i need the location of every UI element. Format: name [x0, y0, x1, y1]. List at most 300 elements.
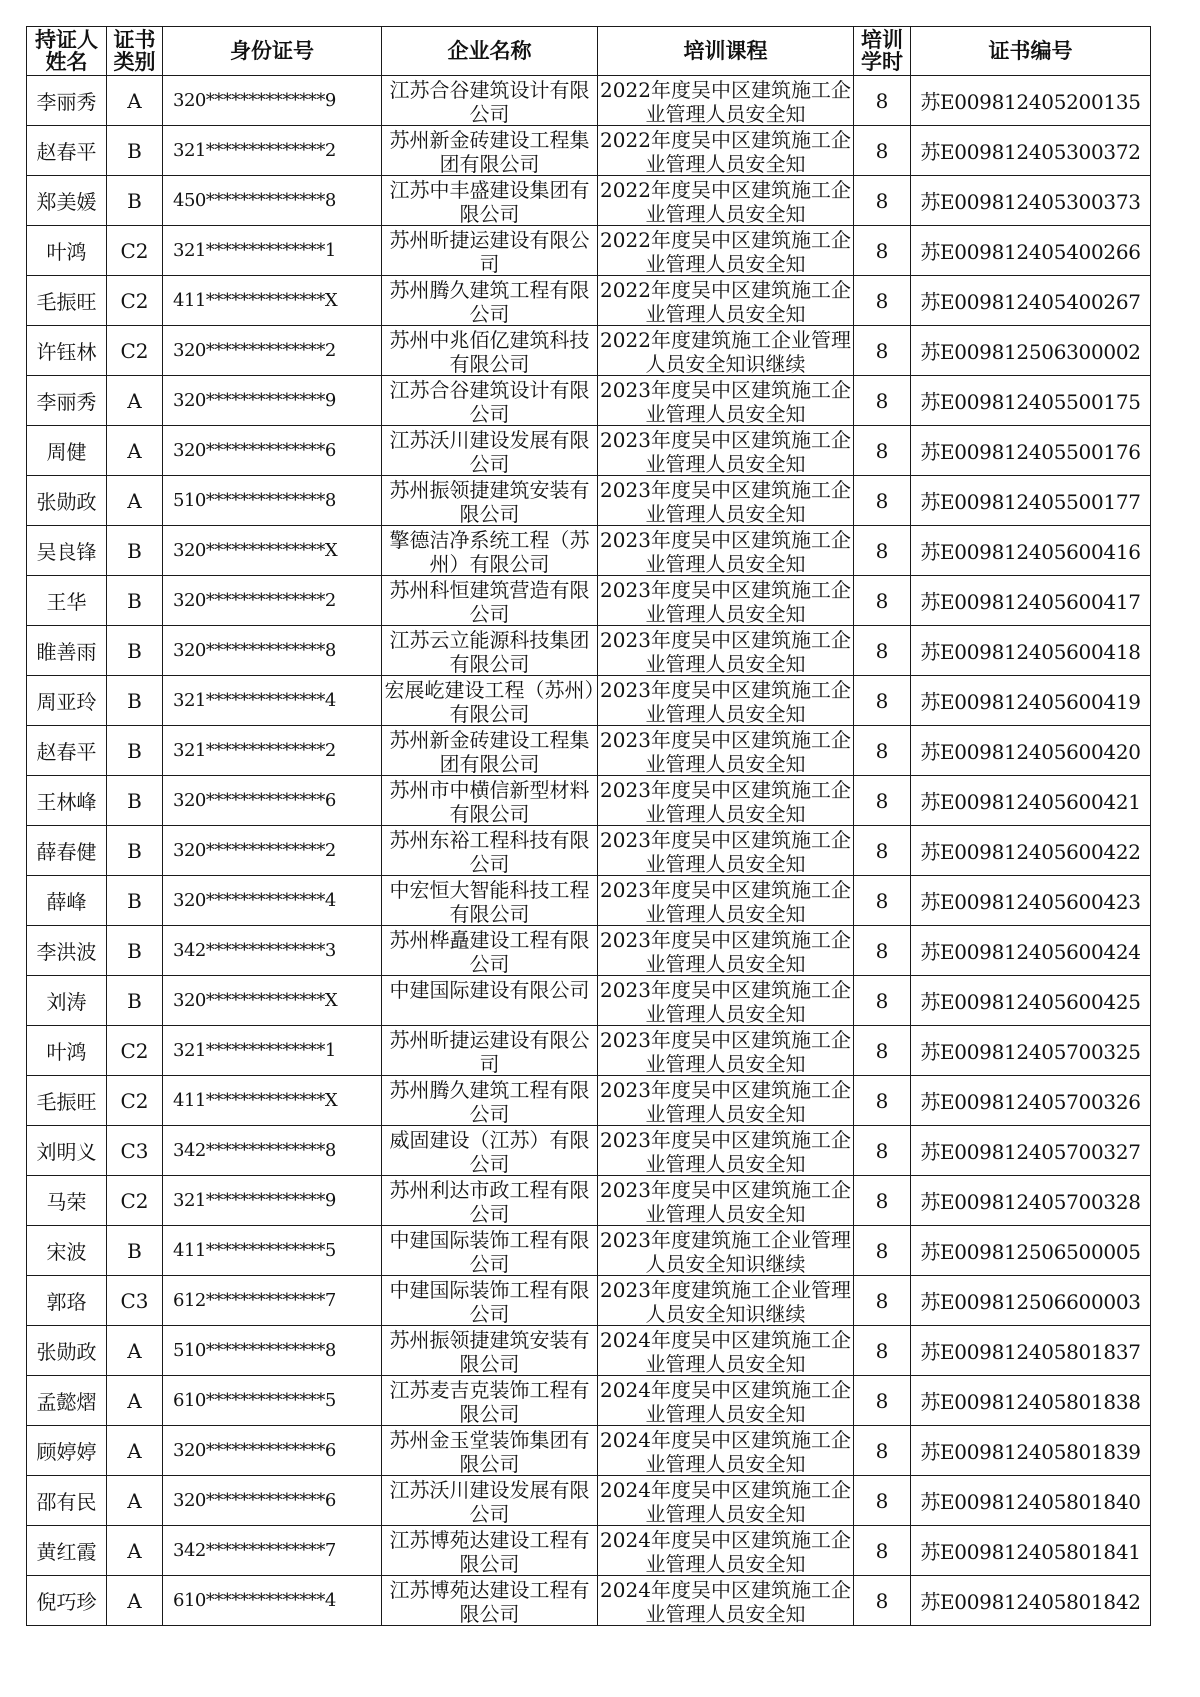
table-row	[27, 426, 1151, 476]
table-row	[27, 576, 1151, 626]
cert-number-cell: 苏E009812405700326	[911, 1076, 1151, 1126]
company-name-cell	[382, 1576, 598, 1626]
training-course-cell	[598, 876, 854, 926]
company-name-cell	[382, 1376, 598, 1426]
id-number-cell: 510**************8	[163, 476, 382, 526]
table-row	[27, 1276, 1151, 1326]
training-hours-cell: 8	[854, 676, 911, 726]
company-name-cell	[382, 326, 598, 376]
cert-category-cell: C2	[107, 1026, 163, 1076]
training-course-cell	[598, 926, 854, 976]
company-name-cell-text: 中建国际建设有限公司	[389, 978, 590, 1002]
cert-category-cell: B	[107, 626, 163, 676]
table-row	[27, 776, 1151, 826]
header-id-number: 身份证号	[163, 27, 382, 76]
table-row	[27, 1476, 1151, 1526]
training-course-cell-text: 2024年度吴中区建筑施工企业管理人员安全知	[600, 1378, 851, 1425]
training-course-cell	[598, 426, 854, 476]
training-hours-cell: 8	[854, 76, 911, 126]
training-course-cell	[598, 626, 854, 676]
company-name-cell-text: 苏州腾久建筑工程有限公司	[389, 278, 590, 325]
id-number-cell: 610**************4	[163, 1576, 382, 1626]
company-name-cell-text: 苏州桦矗建设工程有限公司	[389, 928, 590, 975]
training-course-cell-text: 2023年度吴中区建筑施工企业管理人员安全知	[600, 828, 851, 875]
training-course-cell	[598, 776, 854, 826]
training-course-cell	[598, 126, 854, 176]
company-name-cell	[382, 926, 598, 976]
training-course-cell	[598, 1126, 854, 1176]
cert-category-cell: B	[107, 1226, 163, 1276]
training-hours-cell: 8	[854, 1376, 911, 1426]
table-row	[27, 176, 1151, 226]
id-number-cell: 342**************3	[163, 926, 382, 976]
holder-name-cell: 周健	[27, 426, 107, 476]
training-hours-cell: 8	[854, 976, 911, 1026]
company-name-cell	[382, 626, 598, 676]
company-name-cell-text: 擎德洁净系统工程（苏州）有限公司	[389, 528, 590, 575]
training-course-cell-text: 2023年度吴中区建筑施工企业管理人员安全知	[600, 478, 851, 525]
cert-category-cell: B	[107, 726, 163, 776]
training-course-cell-text: 2023年度吴中区建筑施工企业管理人员安全知	[600, 978, 851, 1025]
training-course-cell-text: 2022年度吴中区建筑施工企业管理人员安全知	[600, 78, 851, 125]
company-name-cell-text: 中建国际装饰工程有限公司	[389, 1278, 590, 1325]
cert-category-cell: A	[107, 76, 163, 126]
company-name-cell-text: 江苏沃川建设发展有限公司	[389, 1478, 590, 1525]
holder-name-cell: 睢善雨	[27, 626, 107, 676]
training-course-cell-text: 2023年度吴中区建筑施工企业管理人员安全知	[600, 378, 851, 425]
company-name-cell	[382, 776, 598, 826]
cert-number-cell: 苏E009812405600425	[911, 976, 1151, 1026]
table-row	[27, 626, 1151, 676]
company-name-cell-text: 苏州新金砖建设工程集团有限公司	[389, 728, 590, 775]
training-hours-cell: 8	[854, 1526, 911, 1576]
training-course-cell	[598, 1376, 854, 1426]
company-name-cell	[382, 1026, 598, 1076]
company-name-cell-text: 苏州腾久建筑工程有限公司	[389, 1078, 590, 1125]
table-body	[27, 76, 1151, 1626]
holder-name-cell: 薛春健	[27, 826, 107, 876]
header-cert-category: 证书类别	[107, 27, 163, 76]
id-number-cell: 342**************7	[163, 1526, 382, 1576]
table-row	[27, 976, 1151, 1026]
training-hours-cell: 8	[854, 626, 911, 676]
company-name-cell-text: 苏州新金砖建设工程集团有限公司	[389, 128, 590, 175]
holder-name-cell: 刘明义	[27, 1126, 107, 1176]
cert-category-cell: A	[107, 1526, 163, 1576]
training-course-cell	[598, 176, 854, 226]
training-hours-cell: 8	[854, 526, 911, 576]
cert-category-cell: B	[107, 676, 163, 726]
id-number-cell: 450**************8	[163, 176, 382, 226]
training-course-cell	[598, 1176, 854, 1226]
table-row	[27, 1526, 1151, 1576]
id-number-cell: 321**************2	[163, 726, 382, 776]
training-hours-cell: 8	[854, 1076, 911, 1126]
id-number-cell: 320**************6	[163, 1476, 382, 1526]
company-name-cell	[382, 176, 598, 226]
training-course-cell-text: 2023年度吴中区建筑施工企业管理人员安全知	[600, 728, 851, 775]
cert-number-cell: 苏E009812405500175	[911, 376, 1151, 426]
table-header	[27, 27, 1151, 76]
training-course-cell	[598, 576, 854, 626]
company-name-cell	[382, 476, 598, 526]
holder-name-cell: 李丽秀	[27, 376, 107, 426]
training-hours-cell: 8	[854, 1276, 911, 1326]
company-name-cell	[382, 1176, 598, 1226]
training-hours-cell: 8	[854, 126, 911, 176]
company-name-cell	[382, 676, 598, 726]
company-name-cell-text: 江苏麦吉克装饰工程有限公司	[389, 1378, 590, 1425]
training-hours-cell: 8	[854, 476, 911, 526]
id-number-cell: 321**************9	[163, 1176, 382, 1226]
training-hours-cell: 8	[854, 926, 911, 976]
cert-category-cell: C2	[107, 1176, 163, 1226]
cert-category-cell: A	[107, 476, 163, 526]
company-name-cell	[382, 976, 598, 1026]
company-name-cell	[382, 1076, 598, 1126]
cert-category-cell: B	[107, 876, 163, 926]
training-course-cell-text: 2022年度吴中区建筑施工企业管理人员安全知	[600, 178, 851, 225]
cert-number-cell: 苏E009812405801837	[911, 1326, 1151, 1376]
training-course-cell	[598, 826, 854, 876]
training-course-cell-text: 2024年度吴中区建筑施工企业管理人员安全知	[600, 1428, 851, 1475]
company-name-cell-text: 江苏合谷建筑设计有限公司	[389, 78, 590, 125]
header-holder-name: 持证人姓名	[27, 27, 107, 76]
holder-name-cell: 许钰林	[27, 326, 107, 376]
holder-name-cell: 顾婷婷	[27, 1426, 107, 1476]
cert-number-cell: 苏E009812405600418	[911, 626, 1151, 676]
training-course-cell	[598, 1576, 854, 1626]
cert-number-cell: 苏E009812405700328	[911, 1176, 1151, 1226]
training-hours-cell: 8	[854, 826, 911, 876]
table-row	[27, 1026, 1151, 1076]
company-name-cell-text: 苏州振领捷建筑安装有限公司	[389, 478, 590, 525]
company-name-cell-text: 苏州东裕工程科技有限公司	[389, 828, 590, 875]
training-course-cell	[598, 976, 854, 1026]
company-name-cell	[382, 1426, 598, 1476]
table-row	[27, 1226, 1151, 1276]
holder-name-cell: 叶鸿	[27, 1026, 107, 1076]
training-course-cell	[598, 1476, 854, 1526]
company-name-cell	[382, 1276, 598, 1326]
holder-name-cell: 马荣	[27, 1176, 107, 1226]
cert-number-cell: 苏E009812405600420	[911, 726, 1151, 776]
table-row	[27, 1076, 1151, 1126]
header-row	[27, 27, 1151, 76]
id-number-cell: 320**************4	[163, 876, 382, 926]
id-number-cell: 320**************X	[163, 976, 382, 1026]
table-row	[27, 1576, 1151, 1626]
table-row	[27, 476, 1151, 526]
company-name-cell-text: 中建国际装饰工程有限公司	[389, 1228, 590, 1275]
cert-number-cell: 苏E009812405700327	[911, 1126, 1151, 1176]
id-number-cell: 610**************5	[163, 1376, 382, 1426]
cert-category-cell: C2	[107, 226, 163, 276]
table-row	[27, 1326, 1151, 1376]
cert-category-cell: B	[107, 976, 163, 1026]
training-course-cell	[598, 1326, 854, 1376]
company-name-cell	[382, 876, 598, 926]
holder-name-cell: 李洪波	[27, 926, 107, 976]
training-hours-cell: 8	[854, 276, 911, 326]
company-name-cell-text: 苏州中兆佰亿建筑科技有限公司	[389, 328, 590, 375]
cert-category-cell: B	[107, 576, 163, 626]
holder-name-cell: 宋波	[27, 1226, 107, 1276]
table-row	[27, 376, 1151, 426]
cert-category-cell: C2	[107, 326, 163, 376]
cert-number-cell: 苏E009812405801838	[911, 1376, 1151, 1426]
company-name-cell	[382, 1476, 598, 1526]
company-name-cell-text: 苏州利达市政工程有限公司	[389, 1178, 590, 1225]
company-name-cell-text: 苏州市中横信新型材料有限公司	[389, 778, 590, 825]
cert-number-cell: 苏E009812405600417	[911, 576, 1151, 626]
company-name-cell	[382, 526, 598, 576]
cert-category-cell: C3	[107, 1276, 163, 1326]
training-course-cell	[598, 1426, 854, 1476]
training-course-cell-text: 2023年度吴中区建筑施工企业管理人员安全知	[600, 878, 851, 925]
company-name-cell-text: 江苏博苑达建设工程有限公司	[389, 1578, 590, 1625]
company-name-cell	[382, 376, 598, 426]
cert-number-cell: 苏E009812405500177	[911, 476, 1151, 526]
holder-name-cell: 张勋政	[27, 476, 107, 526]
training-course-cell	[598, 1226, 854, 1276]
training-course-cell	[598, 526, 854, 576]
id-number-cell: 320**************9	[163, 76, 382, 126]
training-course-cell	[598, 726, 854, 776]
training-course-cell	[598, 676, 854, 726]
holder-name-cell: 毛振旺	[27, 1076, 107, 1126]
id-number-cell: 320**************9	[163, 376, 382, 426]
training-course-cell	[598, 1526, 854, 1576]
training-course-cell	[598, 276, 854, 326]
training-course-cell-text: 2023年度吴中区建筑施工企业管理人员安全知	[600, 778, 851, 825]
holder-name-cell: 吴良锋	[27, 526, 107, 576]
company-name-cell-text: 苏州科恒建筑营造有限公司	[389, 578, 590, 625]
company-name-cell	[382, 226, 598, 276]
cert-number-cell: 苏E009812405600424	[911, 926, 1151, 976]
cert-category-cell: B	[107, 926, 163, 976]
training-course-cell-text: 2024年度吴中区建筑施工企业管理人员安全知	[600, 1478, 851, 1525]
id-number-cell: 320**************2	[163, 576, 382, 626]
holder-name-cell: 刘涛	[27, 976, 107, 1026]
certificate-table	[26, 26, 1151, 1626]
training-course-cell-text: 2022年度吴中区建筑施工企业管理人员安全知	[600, 128, 851, 175]
cert-number-cell: 苏E009812405500176	[911, 426, 1151, 476]
cert-number-cell: 苏E009812405400267	[911, 276, 1151, 326]
id-number-cell: 320**************X	[163, 526, 382, 576]
training-hours-cell: 8	[854, 576, 911, 626]
company-name-cell	[382, 1526, 598, 1576]
table-row	[27, 676, 1151, 726]
table-row	[27, 1126, 1151, 1176]
holder-name-cell: 毛振旺	[27, 276, 107, 326]
id-number-cell: 321**************1	[163, 226, 382, 276]
header-cert-number: 证书编号	[911, 27, 1151, 76]
cert-number-cell: 苏E009812405400266	[911, 226, 1151, 276]
training-hours-cell: 8	[854, 1026, 911, 1076]
cert-category-cell: A	[107, 1476, 163, 1526]
id-number-cell: 411**************X	[163, 276, 382, 326]
id-number-cell: 320**************2	[163, 826, 382, 876]
table-row	[27, 226, 1151, 276]
training-hours-cell: 8	[854, 1476, 911, 1526]
cert-category-cell: C2	[107, 276, 163, 326]
training-course-cell	[598, 226, 854, 276]
training-course-cell-text: 2023年度吴中区建筑施工企业管理人员安全知	[600, 428, 851, 475]
cert-number-cell: 苏E009812506300002	[911, 326, 1151, 376]
cert-category-cell: B	[107, 826, 163, 876]
cert-number-cell: 苏E009812405600416	[911, 526, 1151, 576]
table-row	[27, 1176, 1151, 1226]
holder-name-cell: 倪巧珍	[27, 1576, 107, 1626]
cert-number-cell: 苏E009812405801842	[911, 1576, 1151, 1626]
cert-category-cell: B	[107, 776, 163, 826]
holder-name-cell: 张勋政	[27, 1326, 107, 1376]
training-course-cell	[598, 326, 854, 376]
training-hours-cell: 8	[854, 1126, 911, 1176]
table-row	[27, 526, 1151, 576]
holder-name-cell: 叶鸿	[27, 226, 107, 276]
holder-name-cell: 黄红霞	[27, 1526, 107, 1576]
cert-number-cell: 苏E009812405300373	[911, 176, 1151, 226]
id-number-cell: 320**************6	[163, 426, 382, 476]
cert-number-cell: 苏E009812405801840	[911, 1476, 1151, 1526]
company-name-cell-text: 江苏博苑达建设工程有限公司	[389, 1528, 590, 1575]
company-name-cell-text: 苏州昕捷运建设有限公司	[389, 1028, 590, 1075]
training-hours-cell: 8	[854, 1326, 911, 1376]
holder-name-cell: 孟懿熠	[27, 1376, 107, 1426]
training-course-cell-text: 2022年度吴中区建筑施工企业管理人员安全知	[600, 278, 851, 325]
training-hours-cell: 8	[854, 326, 911, 376]
training-course-cell-text: 2024年度吴中区建筑施工企业管理人员安全知	[600, 1528, 851, 1575]
training-hours-cell: 8	[854, 726, 911, 776]
cert-category-cell: C2	[107, 1076, 163, 1126]
company-name-cell-text: 江苏合谷建筑设计有限公司	[389, 378, 590, 425]
holder-name-cell: 郑美媛	[27, 176, 107, 226]
cert-category-cell: C3	[107, 1126, 163, 1176]
training-course-cell	[598, 1026, 854, 1076]
company-name-cell	[382, 76, 598, 126]
id-number-cell: 510**************8	[163, 1326, 382, 1376]
holder-name-cell: 郭珞	[27, 1276, 107, 1326]
company-name-cell-text: 江苏沃川建设发展有限公司	[389, 428, 590, 475]
training-course-cell-text: 2022年度建筑施工企业管理人员安全知识继续	[600, 328, 851, 375]
id-number-cell: 612**************7	[163, 1276, 382, 1326]
cert-category-cell: A	[107, 376, 163, 426]
training-course-cell	[598, 1276, 854, 1326]
training-course-cell-text: 2023年度吴中区建筑施工企业管理人员安全知	[600, 928, 851, 975]
holder-name-cell: 王林峰	[27, 776, 107, 826]
table-row	[27, 726, 1151, 776]
training-hours-cell: 8	[854, 376, 911, 426]
table-row	[27, 126, 1151, 176]
id-number-cell: 321**************1	[163, 1026, 382, 1076]
company-name-cell-text: 苏州昕捷运建设有限公司	[389, 228, 590, 275]
cert-number-cell: 苏E009812506500005	[911, 1226, 1151, 1276]
training-course-cell-text: 2024年度吴中区建筑施工企业管理人员安全知	[600, 1578, 851, 1625]
table-row	[27, 76, 1151, 126]
holder-name-cell: 周亚玲	[27, 676, 107, 726]
training-hours-cell: 8	[854, 1576, 911, 1626]
cert-number-cell: 苏E009812405200135	[911, 76, 1151, 126]
training-hours-cell: 8	[854, 1176, 911, 1226]
cert-number-cell: 苏E009812405600421	[911, 776, 1151, 826]
training-hours-cell: 8	[854, 426, 911, 476]
cert-number-cell: 苏E009812405600423	[911, 876, 1151, 926]
cert-category-cell: B	[107, 526, 163, 576]
cert-number-cell: 苏E009812405801839	[911, 1426, 1151, 1476]
training-course-cell-text: 2023年度吴中区建筑施工企业管理人员安全知	[600, 528, 851, 575]
id-number-cell: 342**************8	[163, 1126, 382, 1176]
training-hours-cell: 8	[854, 226, 911, 276]
company-name-cell	[382, 1226, 598, 1276]
holder-name-cell: 赵春平	[27, 726, 107, 776]
id-number-cell: 321**************4	[163, 676, 382, 726]
training-course-cell-text: 2023年度吴中区建筑施工企业管理人员安全知	[600, 1078, 851, 1125]
company-name-cell-text: 江苏云立能源科技集团有限公司	[389, 628, 590, 675]
holder-name-cell: 李丽秀	[27, 76, 107, 126]
cert-category-cell: A	[107, 1576, 163, 1626]
id-number-cell: 411**************5	[163, 1226, 382, 1276]
cert-number-cell: 苏E009812405300372	[911, 126, 1151, 176]
id-number-cell: 320**************2	[163, 326, 382, 376]
cert-category-cell: A	[107, 1376, 163, 1426]
company-name-cell	[382, 576, 598, 626]
header-training-course: 培训课程	[598, 27, 854, 76]
training-course-cell-text: 2023年度吴中区建筑施工企业管理人员安全知	[600, 628, 851, 675]
company-name-cell	[382, 1126, 598, 1176]
table-row	[27, 276, 1151, 326]
cert-number-cell: 苏E009812405700325	[911, 1026, 1151, 1076]
table-row	[27, 1426, 1151, 1476]
training-hours-cell: 8	[854, 776, 911, 826]
table-row	[27, 926, 1151, 976]
company-name-cell	[382, 426, 598, 476]
id-number-cell: 320**************6	[163, 1426, 382, 1476]
holder-name-cell: 赵春平	[27, 126, 107, 176]
id-number-cell: 320**************8	[163, 626, 382, 676]
company-name-cell-text: 中宏恒大智能科技工程有限公司	[389, 878, 590, 925]
training-hours-cell: 8	[854, 1226, 911, 1276]
training-course-cell-text: 2023年度建筑施工企业管理人员安全知识继续	[600, 1278, 851, 1325]
holder-name-cell: 王华	[27, 576, 107, 626]
company-name-cell	[382, 1326, 598, 1376]
table-row	[27, 1376, 1151, 1426]
training-course-cell	[598, 476, 854, 526]
company-name-cell	[382, 126, 598, 176]
training-hours-cell: 8	[854, 1426, 911, 1476]
training-hours-cell: 8	[854, 876, 911, 926]
id-number-cell: 411**************X	[163, 1076, 382, 1126]
training-course-cell	[598, 376, 854, 426]
company-name-cell	[382, 276, 598, 326]
table-row	[27, 826, 1151, 876]
cert-number-cell: 苏E009812506600003	[911, 1276, 1151, 1326]
training-hours-cell: 8	[854, 176, 911, 226]
cert-number-cell: 苏E009812405600422	[911, 826, 1151, 876]
cert-category-cell: B	[107, 126, 163, 176]
header-company-name: 企业名称	[382, 27, 598, 76]
cert-number-cell: 苏E009812405600419	[911, 676, 1151, 726]
company-name-cell	[382, 826, 598, 876]
cert-category-cell: B	[107, 176, 163, 226]
training-course-cell	[598, 1076, 854, 1126]
header-training-hours: 培训学时	[854, 27, 911, 76]
company-name-cell	[382, 726, 598, 776]
company-name-cell-text: 苏州金玉堂装饰集团有限公司	[389, 1428, 590, 1475]
id-number-cell: 321**************2	[163, 126, 382, 176]
id-number-cell: 320**************6	[163, 776, 382, 826]
